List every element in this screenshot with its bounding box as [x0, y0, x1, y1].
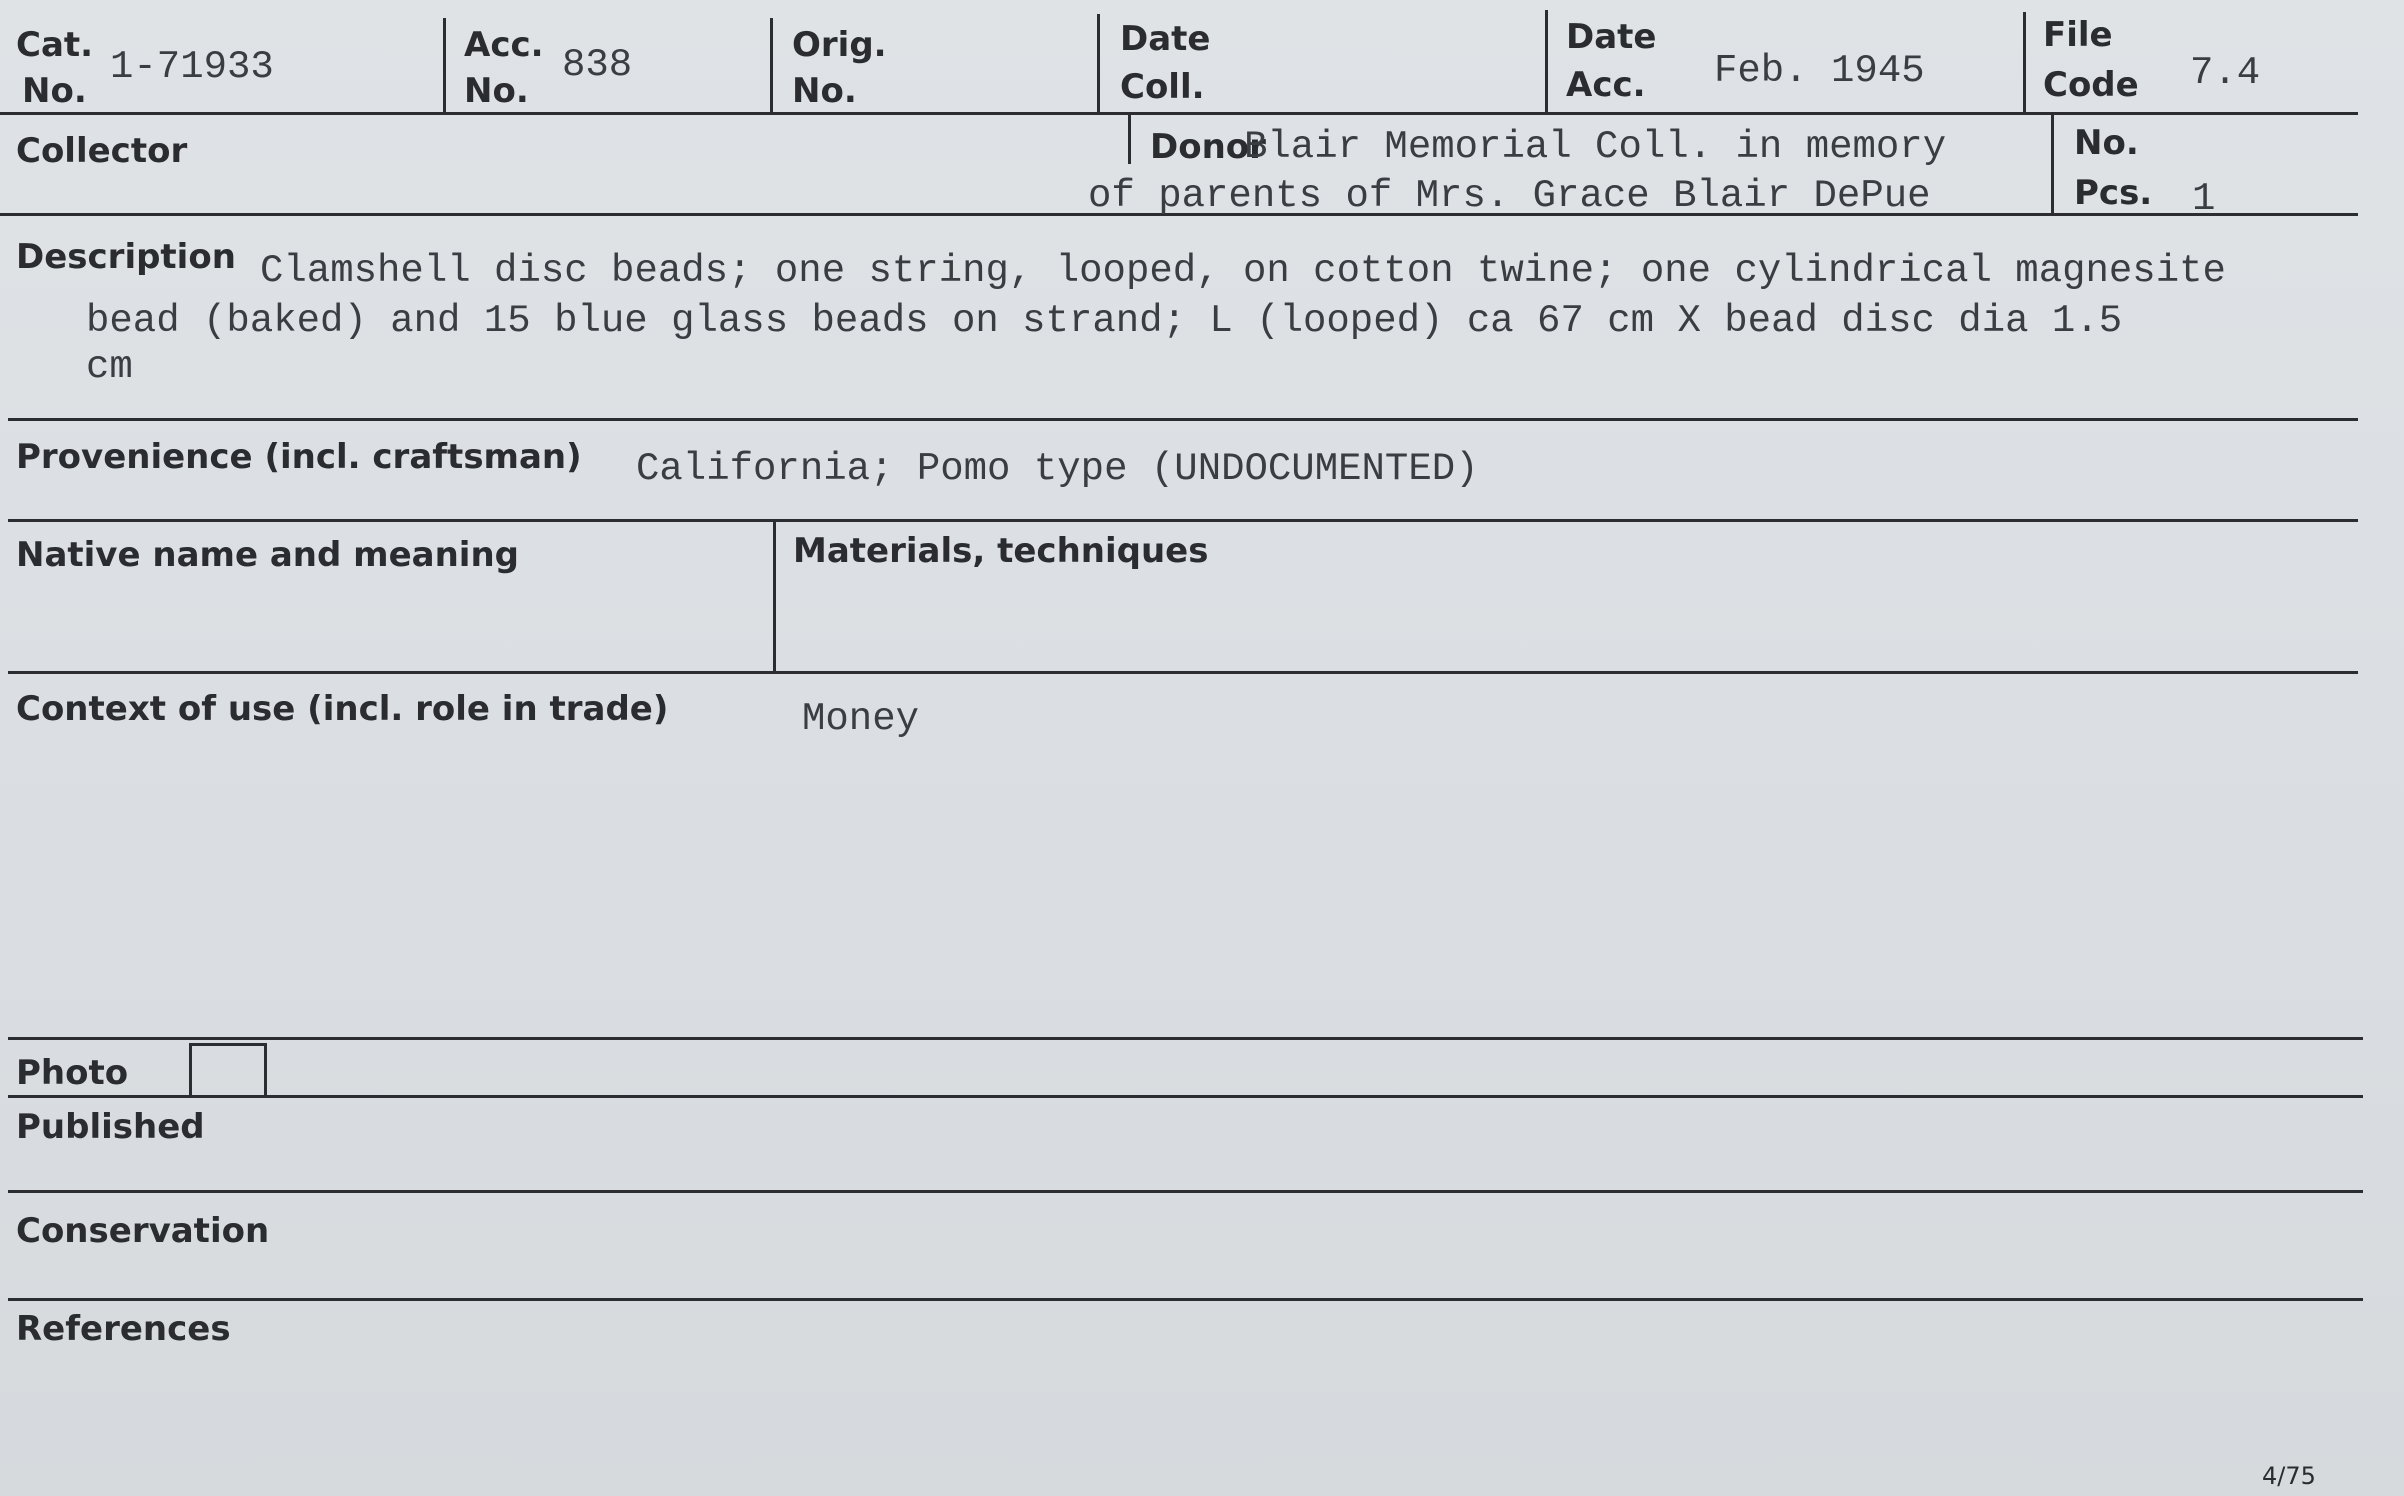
date-acc-label-2: Acc. — [1566, 65, 1646, 105]
no-pcs-value: 1 — [2192, 177, 2216, 221]
divider-orig-datecoll — [1097, 14, 1100, 114]
donor-line-1: Blair Memorial Coll. in memory — [1244, 125, 1947, 169]
provenience-value: California; Pomo type (UNDOCUMENTED) — [636, 447, 1479, 491]
conservation-label: Conservation — [16, 1211, 270, 1251]
file-code-label: File — [2043, 15, 2113, 55]
divider-dateacc-file — [2023, 12, 2026, 114]
cat-no-label: Cat. — [16, 25, 94, 65]
form-code: 4/75 — [2262, 1462, 2316, 1490]
description-line-1: Clamshell disc beads; one string, looped, on cotton twine; one cylindrical magnesite — [260, 249, 2226, 293]
rule-description-bottom — [8, 418, 2358, 421]
divider-collector-donor — [1128, 114, 1131, 164]
donor-line-2: of parents of Mrs. Grace Blair DePue — [1088, 174, 1931, 218]
materials-label: Materials, techniques — [793, 531, 1209, 571]
rule-photo-bottom — [8, 1095, 2363, 1098]
rule-context-bottom — [8, 1037, 2363, 1040]
description-label: Description — [16, 237, 236, 277]
rule-native-bottom — [8, 671, 2358, 674]
collector-label: Collector — [16, 131, 188, 171]
acc-no-label: Acc. — [464, 25, 544, 65]
references-label: References — [16, 1309, 231, 1349]
date-acc-label: Date — [1566, 17, 1657, 57]
rule-conservation-bottom — [8, 1298, 2363, 1301]
divider-acc-orig — [770, 18, 773, 114]
divider-photo-box-1 — [189, 1043, 192, 1097]
photo-label: Photo — [16, 1053, 129, 1093]
divider-photo-box-2 — [264, 1043, 267, 1097]
acc-no-label-2: No. — [464, 71, 529, 111]
orig-no-label-2: No. — [792, 71, 857, 111]
file-code-label-2: Code — [2043, 65, 2139, 105]
divider-native-materials — [773, 521, 776, 673]
divider-cat-acc — [443, 18, 446, 114]
no-pcs-label: No. — [2074, 123, 2139, 163]
context-label: Context of use (incl. role in trade) — [16, 689, 669, 729]
orig-no-label: Orig. — [792, 25, 887, 65]
rule-header-bottom — [0, 112, 2358, 115]
description-line-3: cm — [86, 345, 133, 389]
divider-donor-pcs — [2051, 114, 2054, 214]
acc-no-value: 838 — [562, 43, 633, 87]
date-acc-value: Feb. 1945 — [1714, 49, 1925, 93]
divider-datecoll-dateacc — [1545, 10, 1548, 114]
cat-no-label-2: No. — [22, 71, 87, 111]
rule-published-bottom — [8, 1190, 2363, 1193]
donor-label: Donor — [1150, 127, 1266, 167]
description-line-2: bead (baked) and 15 blue glass beads on strand; L (looped) ca 67 cm X bead disc dia 1.5 — [86, 299, 2123, 343]
published-label: Published — [16, 1107, 205, 1147]
rule-provenience-bottom — [8, 519, 2358, 522]
native-name-label: Native name and meaning — [16, 535, 519, 575]
file-code-value: 7.4 — [2190, 51, 2261, 95]
date-coll-label: Date — [1120, 19, 1211, 59]
provenience-label: Provenience (incl. craftsman) — [16, 437, 582, 477]
photo-box-top — [189, 1043, 267, 1046]
cat-no-value: 1-71933 — [110, 45, 274, 89]
context-value: Money — [802, 697, 920, 741]
no-pcs-label-2: Pcs. — [2074, 173, 2153, 213]
date-coll-label-2: Coll. — [1120, 67, 1205, 107]
